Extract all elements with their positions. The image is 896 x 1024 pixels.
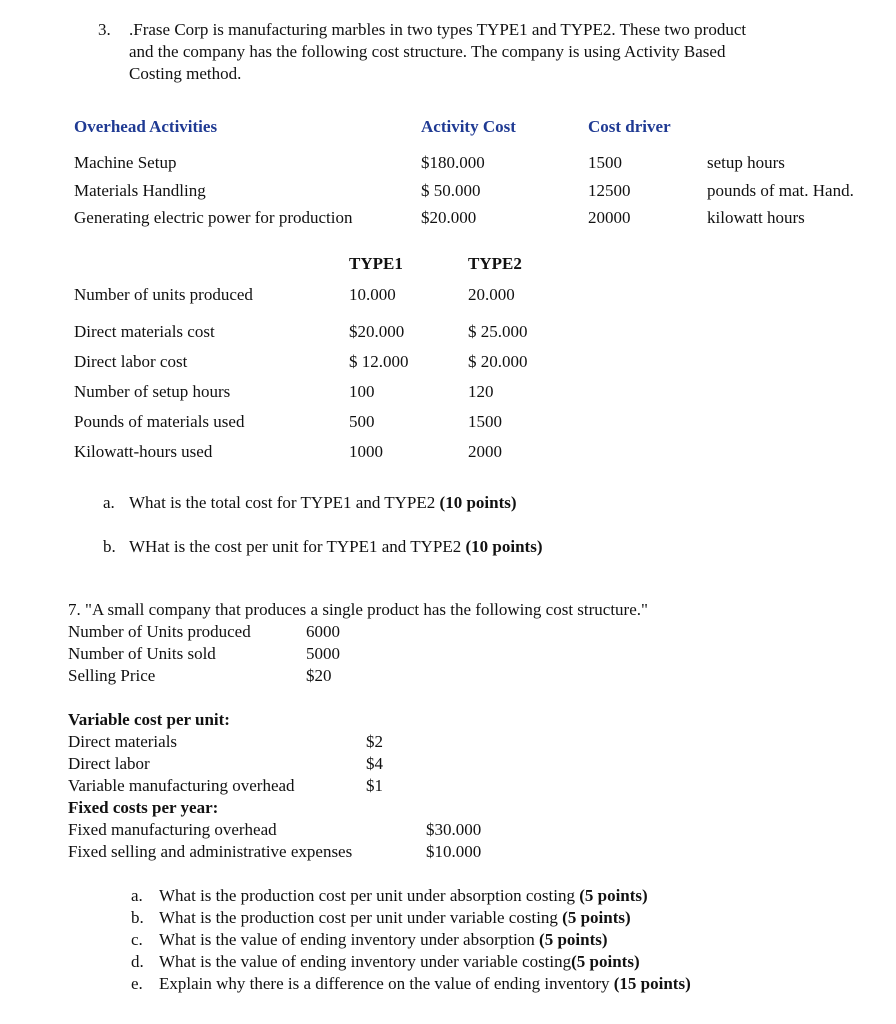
activity-driver-unit: kilowatt hours	[707, 208, 805, 227]
q3-question-letter: b.	[103, 537, 116, 556]
activity-driver: 20000	[588, 208, 631, 227]
fixed-cost-value: $10.000	[426, 842, 482, 861]
type1-value: 100	[349, 382, 375, 401]
q7-basic-value: 6000	[306, 622, 340, 641]
q7-question-letter: d.	[131, 952, 144, 971]
q7-question: What is the production cost per unit under absorption costing (5 points)	[159, 886, 648, 905]
activity-name: Generating electric power for production	[74, 208, 353, 227]
type1-value: 1000	[349, 442, 383, 461]
q7-basic-label: Selling Price	[68, 666, 156, 685]
activities-header: Overhead Activities	[74, 117, 218, 136]
variable-cost-label: Variable manufacturing overhead	[68, 776, 295, 795]
variable-cost-label: Direct materials	[68, 732, 178, 751]
activity-cost: $ 50.000	[421, 181, 481, 200]
type2-value: 2000	[468, 442, 502, 461]
q7-question-letter: c.	[131, 930, 143, 949]
variable-cost-value: $1	[366, 776, 383, 795]
q7-question: What is the value of ending inventory under absorption (5 points)	[159, 930, 608, 949]
product-row-label: Kilowatt-hours used	[74, 442, 213, 461]
q7-question: What is the value of ending inventory under variable costing(5 points)	[159, 952, 640, 971]
activity-name: Materials Handling	[74, 181, 206, 200]
product-row-label: Direct labor cost	[74, 352, 188, 371]
activity-driver: 1500	[588, 153, 622, 172]
activity-driver-unit: setup hours	[707, 153, 785, 172]
type2-header: TYPE2	[468, 254, 522, 273]
q3-text-line1: .Frase Corp is manufacturing marbles in two types TYPE1 and TYPE2. These two product	[129, 20, 747, 39]
q7-intro: 7. "A small company that produces a single product has the following cost structure."	[68, 600, 648, 619]
q7-basic-label: Number of Units sold	[68, 644, 216, 663]
fixed-cost-heading: Fixed costs per year:	[68, 798, 219, 817]
variable-cost-value: $2	[366, 732, 383, 751]
q7-question: What is the production cost per unit under variable costing (5 points)	[159, 908, 631, 927]
q3-question: What is the total cost for TYPE1 and TYPE2 (10 points)	[129, 493, 517, 512]
q3-text-line3: Costing method.	[129, 64, 242, 83]
type2-value: $ 25.000	[468, 322, 528, 341]
type2-value: $ 20.000	[468, 352, 528, 371]
activity-cost-header: Activity Cost	[421, 117, 516, 136]
variable-cost-heading: Variable cost per unit:	[68, 710, 230, 729]
fixed-cost-value: $30.000	[426, 820, 482, 839]
q7-question-letter: e.	[131, 974, 143, 993]
type2-value: 20.000	[468, 285, 515, 304]
product-row-label: Number of setup hours	[74, 382, 231, 401]
q3-number: 3.	[98, 20, 111, 39]
product-row-label: Direct materials cost	[74, 322, 215, 341]
activity-cost: $20.000	[421, 208, 477, 227]
type2-value: 120	[468, 382, 494, 401]
product-row-label: Pounds of materials used	[74, 412, 245, 431]
activity-driver-unit: pounds of mat. Hand.	[707, 181, 854, 200]
q3-question: WHat is the cost per unit for TYPE1 and TYPE2 (10 points)	[129, 537, 543, 556]
type1-value: $ 12.000	[349, 352, 409, 371]
variable-cost-label: Direct labor	[68, 754, 150, 773]
activity-name: Machine Setup	[74, 153, 177, 172]
type1-value: $20.000	[349, 322, 405, 341]
type1-value: 500	[349, 412, 375, 431]
type1-header: TYPE1	[349, 254, 403, 273]
q3-question-letter: a.	[103, 493, 115, 512]
q7-question-letter: a.	[131, 886, 143, 905]
q7-question: Explain why there is a difference on the value of ending inventory (15 points)	[159, 974, 691, 993]
variable-cost-value: $4	[366, 754, 383, 773]
q7-basic-value: $20	[306, 666, 332, 685]
type1-value: 10.000	[349, 285, 396, 304]
product-row-label: Number of units produced	[74, 285, 253, 304]
fixed-cost-label: Fixed selling and administrative expenses	[68, 842, 353, 861]
q3-text-line2: and the company has the following cost structure. The company is using Activity Based	[129, 42, 726, 61]
q7-question-letter: b.	[131, 908, 144, 927]
activity-cost: $180.000	[421, 153, 485, 172]
q7-basic-label: Number of Units produced	[68, 622, 251, 641]
cost-driver-header: Cost driver	[588, 117, 671, 136]
q7-basic-value: 5000	[306, 644, 340, 663]
fixed-cost-label: Fixed manufacturing overhead	[68, 820, 277, 839]
type2-value: 1500	[468, 412, 502, 431]
activity-driver: 12500	[588, 181, 631, 200]
